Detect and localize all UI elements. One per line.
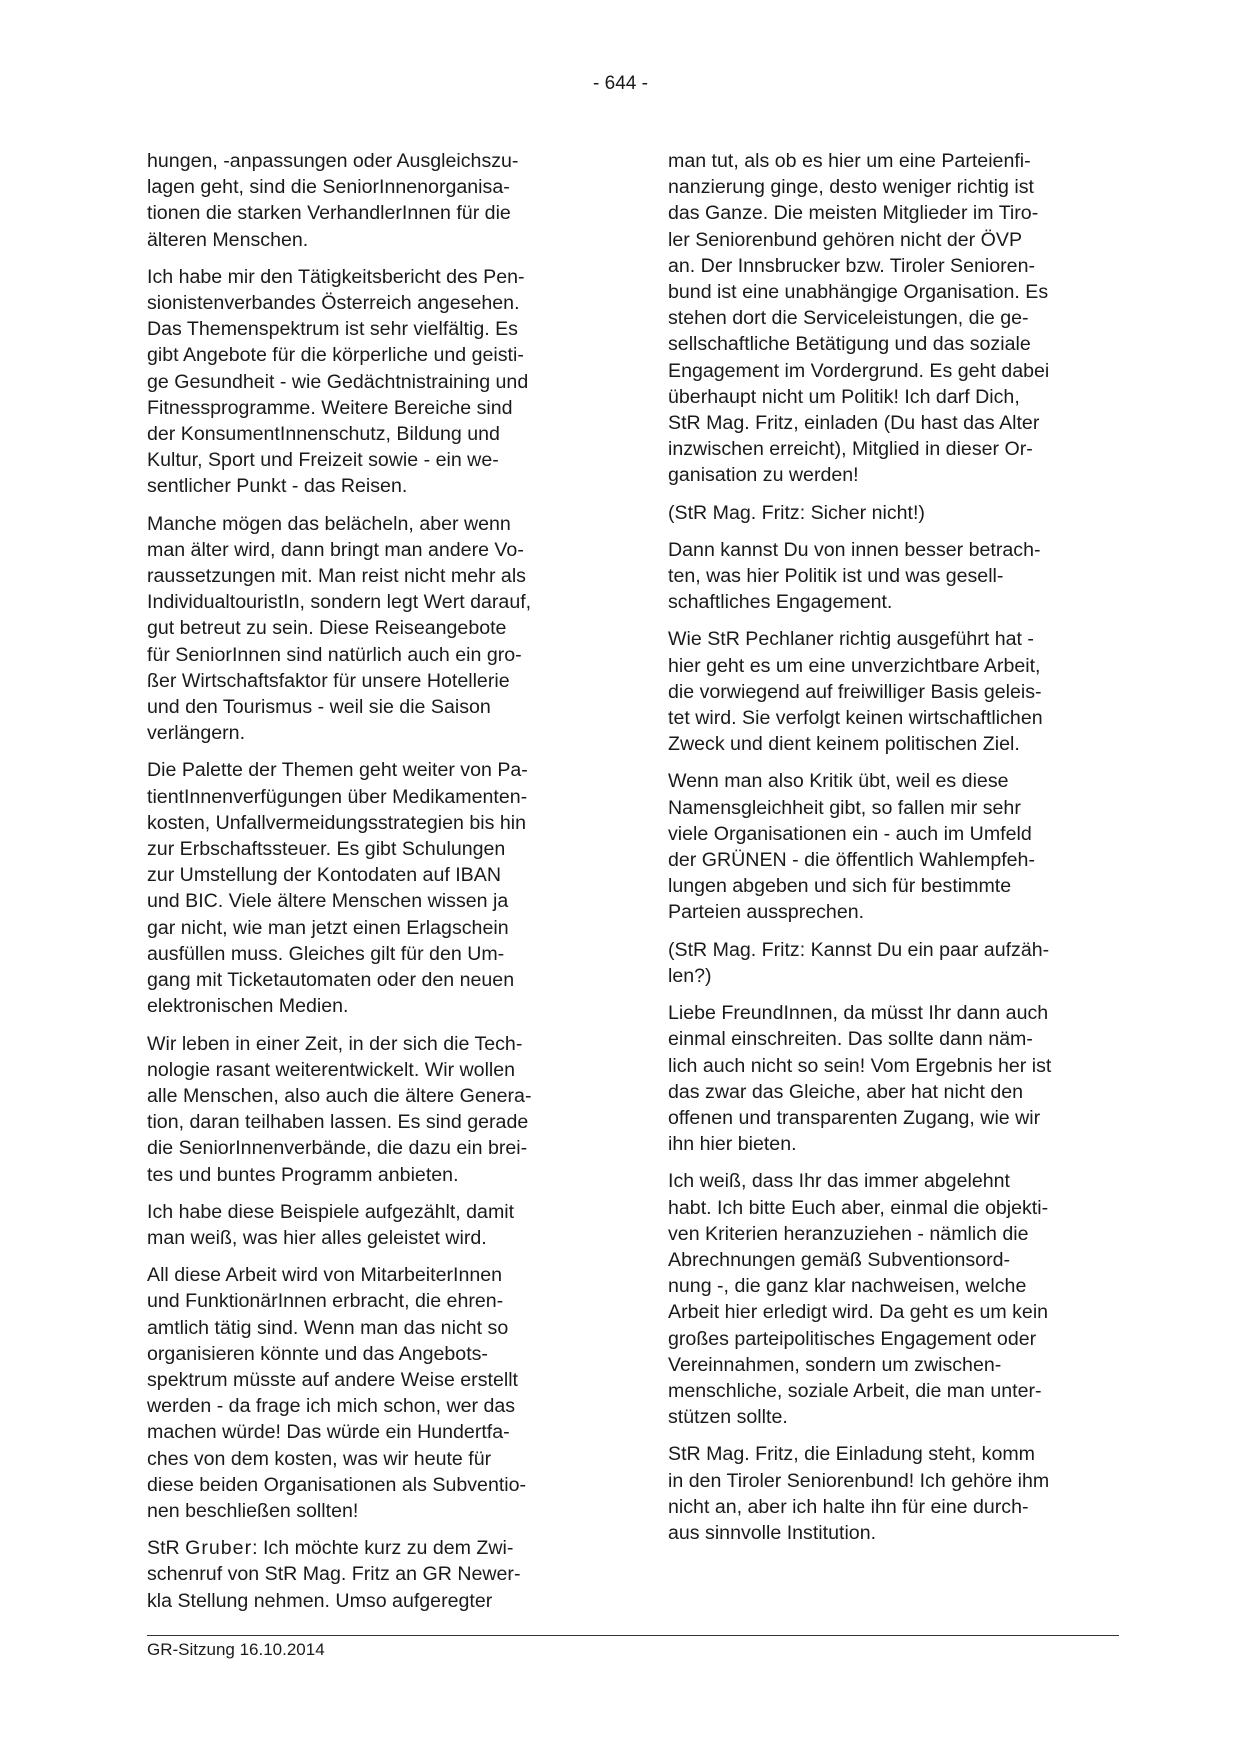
paragraph: Ich weiß, dass Ihr das immer abgelehnt habt. Ich bitte Euch aber, einmal die objekti- ven Kriterien heranzuziehen - nämlich die Abrechnungen gemäß Subventionsord- nung -, die ganz klar nachweisen, welche Arbeit hier erledigt wird. Da geht es um kein großes parteipolitisches Engagement oder Vereinnahmen, sondern um zwischen- menschliche, soziale Arbeit, die man unter- stützen sollte. (668, 1170, 1049, 1429)
paragraph: Liebe FreundInnen, da müsst Ihr dann auch einmal einschreiten. Das sollte dann näm- lich auch nicht so sein! Vom Ergebnis her ist das zwar das Gleiche, aber hat nicht den offenen und transparenten Zugang, wie wir ihn hier bieten. (668, 1002, 1052, 1156)
footer-divider (147, 1635, 1119, 1636)
paragraph: Ich habe diese Beispiele aufgezählt, damit man weiß, was hier alles geleistet wird. (147, 1200, 515, 1249)
paragraph: Dann kannst Du von innen besser betrach- ten, was hier Politik ist und was gesell- schaftliches Engagement. (668, 538, 1041, 614)
paragraph: Die Palette der Themen geht weiter von Pa- tientInnenverfügungen über Medikamenten- kosten, Unfallvermeidungsstrategien bis hin zur Erbschaftssteuer. Es gibt Schulungen zur Umstellung der Kontodaten auf IBAN und BIC. Viele ältere Menschen wissen ja gar nicht, wie man jetzt einen Erlagschein ausfüllen muss. Gleiches gilt für den Um- gang mit Ticketautomaten oder den neuen elektronischen Medien. (147, 759, 528, 1018)
interjection: (StR Mag. Fritz: Kannst Du ein paar aufzäh- len?) (668, 938, 1050, 987)
paragraph: man tut, als ob es hier um eine Parteienfi- nanzierung ginge, desto weniger richtig ist das Ganze. Die meisten Mitglieder im Tiro- ler Seniorenbund gehören nicht der ÖVP an. Der Innsbrucker bzw. Tiroler Senioren- bund ist eine unabhängige Organisation. Es stehen dort die Serviceleistungen, die ge- sellschaftliche Betätigung und das soziale Engagement im Vordergrund. Es geht dabei überhaupt nicht um Politik! Ich darf Dich, StR Mag. Fritz, einladen (Du hast das Alter inzwischen erreicht), Mitglied in dieser Or- ganisation zu werden! (668, 150, 1050, 487)
paragraph: Wenn man also Kritik übt, weil es diese Namensgleichheit gibt, so fallen mir sehr viele Organisationen ein - auch im Umfeld der GRÜNEN - die öffentlich Wahlempfeh- lungen abgeben und sich für bestimmte Parteien aussprechen. (668, 770, 1035, 924)
right-column (668, 148, 1108, 1557)
paragraph: StR Mag. Fritz, die Einladung steht, komm in den Tiroler Seniorenbund! Ich gehöre ihm nicht an, aber ich halte ihn für eine durch- aus sinnvolle Institution. (668, 1443, 1050, 1544)
speaker-name: Gruber (185, 1537, 253, 1560)
paragraph: All diese Arbeit wird von MitarbeiterInnen und FunktionärInnen erbracht, die ehren- amtlich tätig sind. Wenn man das nicht so organisieren könnte und das Angebots- spektrum müsste auf andere Weise erstellt werden - da frage ich mich schon, wer das machen würde! Das würde ein Hundertfa- ches von dem kosten, was wir heute für diese beiden Organisationen als Subventio- nen beschließen sollten! (147, 1264, 527, 1522)
paragraph: Ich habe mir den Tätigkeitsbericht des Pen- sionistenverbandes Österreich angesehen. Das Themenspektrum ist sehr vielfältig. Es gibt Angebote für die körperliche und geisti- ge Gesundheit - wie Gedächtnistraining und Fitnessprogramme. Weitere Bereiche sind der KonsumentInnenschutz, Bildung und Kultur, Sport und Freizeit sowie - ein we- sentlicher Punkt - das Reisen. (147, 265, 529, 498)
paragraph: Wie StR Pechlaner richtig ausgeführt hat - hier geht es um eine unverzichtbare Arbeit, die vorwiegend auf freiwilliger Basis geleis- tet wird. Sie verfolgt keinen wirtschaftlichen Zweck und dient keinem politischen Ziel. (668, 628, 1043, 756)
paragraph: Manche mögen das belächeln, aber wenn man älter wird, dann bringt man andere Vo- raussetzungen mit. Man reist nicht mehr als IndividualtouristIn, sondern legt Wert darauf, gut betreut zu sein. Diese Reiseangebote für SeniorInnen sind natürlich auch ein gro- ßer Wirtschaftsfaktor für unsere Hotellerie und den Tourismus - weil sie die Saison verlängern. (147, 512, 532, 745)
speaker-text: : Ich möchte kurz zu dem Zwi- schenruf von StR Mag. Fritz an GR Newer- kla Stellung nehmen. Umso aufgeregter (147, 1537, 521, 1612)
paragraph: hungen, -anpassungen oder Ausgleichszu- lagen geht, sind die SeniorInnenorganisa- tionen die starken VerhandlerInnen für die älteren Menschen. (147, 150, 519, 251)
footer-session-date: GR-Sitzung 16.10.2014 (147, 1640, 325, 1659)
interjection: (StR Mag. Fritz: Sicher nicht!) (668, 501, 925, 524)
paragraph: Wir leben in einer Zeit, in der sich die Tech- nologie rasant weiterentwickelt. Wir wollen alle Menschen, also auch die ältere Genera- tion, daran teilhaben lassen. Es sind gerade die SeniorInnenverbände, die dazu ein brei- tes und buntes Programm anbieten. (147, 1032, 532, 1186)
page-number: - 644 - (593, 73, 648, 94)
left-column (147, 148, 587, 1625)
speaker-prefix: StR (147, 1537, 186, 1560)
speaker-paragraph (147, 1535, 587, 1614)
